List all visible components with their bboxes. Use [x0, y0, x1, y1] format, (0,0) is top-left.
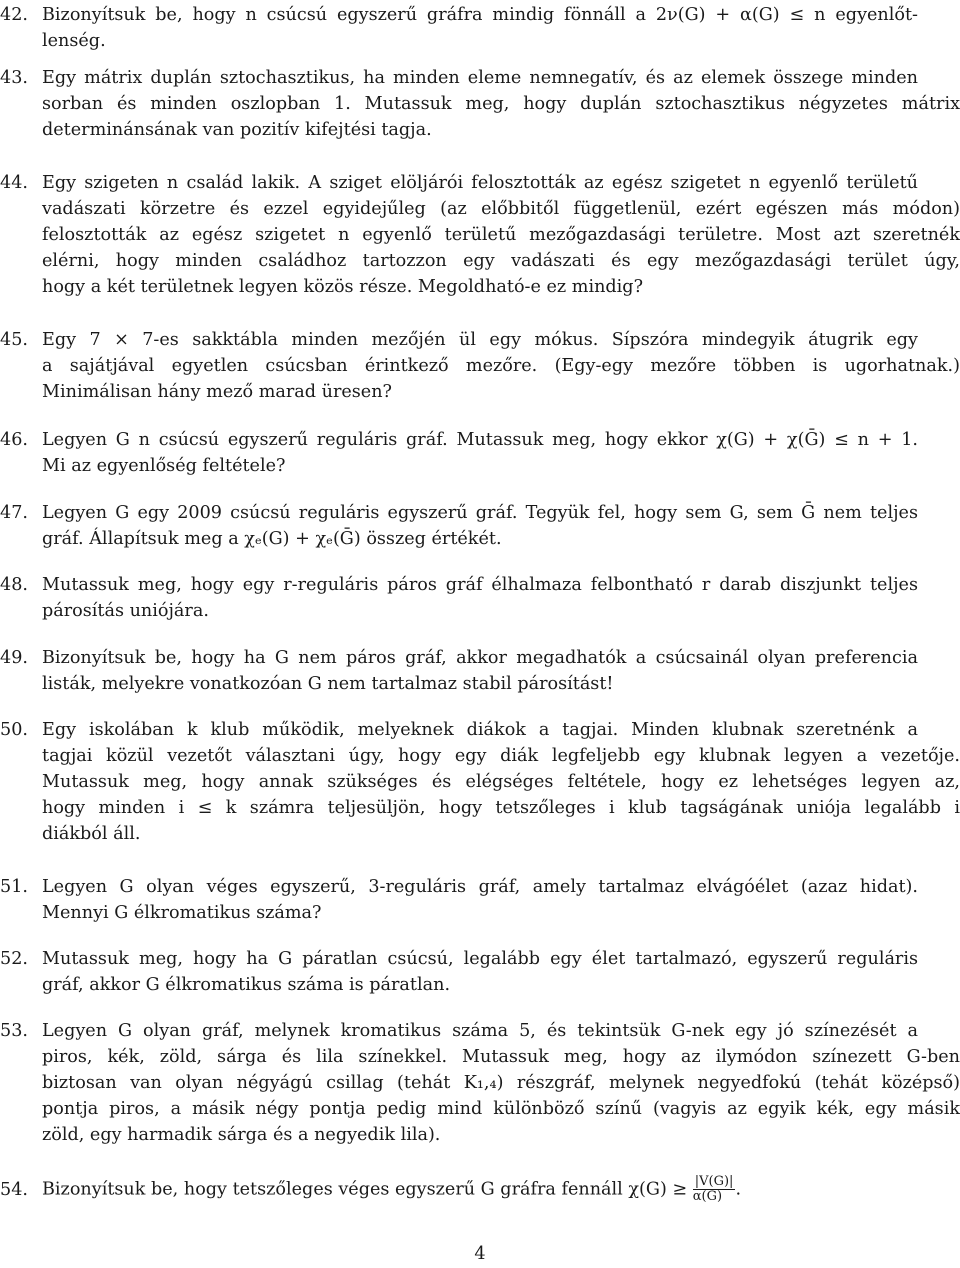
problem-text: pontja piros, a másik négy pontja pedig mind különböző színű (vagyis az egyik kék, egy másik — [42, 1099, 960, 1119]
problem-text: Egy szigeten n család lakik. A sziget elöljárói felosztották az egész szigetet n egyenlő területű — [42, 173, 918, 193]
problem-line — [0, 645, 918, 671]
fraction-numerator: |V(G)| — [694, 1174, 734, 1189]
problem-line — [0, 821, 960, 847]
problem-number: 52. — [0, 949, 28, 969]
problem-number: 50. — [0, 720, 28, 740]
problem-text: piros, kék, zöld, sárga és lila színekkel. Mutassuk meg, hogy az ilymódon színezett G-ben — [42, 1047, 960, 1067]
problem-line — [0, 117, 960, 143]
problem-line — [0, 500, 918, 526]
problem-text: Bizonyítsuk be, hogy ha G nem páros gráf, akkor megadhatók a csúcsainál olyan preferencia — [42, 648, 918, 668]
problem-line — [0, 572, 918, 598]
problem-text: elérni, hogy minden családhoz tartozzon egy vadászati és egy mezőgazdasági terület úgy, — [42, 251, 960, 271]
problem-49 — [0, 645, 960, 697]
problem-line — [0, 900, 960, 926]
problem-line — [0, 353, 960, 379]
problem-text: Egy iskolában k klub működik, melyeknek diákok a tagjai. Minden klubnak szeretnénk a — [42, 720, 918, 740]
problem-line — [0, 170, 918, 196]
problem-line — [0, 28, 960, 54]
problem-text: Mennyi G élkromatikus száma? — [42, 903, 322, 923]
problem-text: Legyen G olyan gráf, melynek kromatikus száma 5, és tekintsük G-nek egy jó színezését a — [42, 1021, 918, 1041]
problem-48 — [0, 572, 960, 624]
problem-line — [0, 453, 960, 479]
problem-line — [0, 946, 918, 972]
fraction-denominator: α(G) — [692, 1189, 723, 1204]
problem-text: hogy a két területnek legyen közös része. Megoldható-e ez mindig? — [42, 277, 643, 297]
problem-text: Legyen G egy 2009 csúcsú reguláris egyszerű gráf. Tegyük fel, hogy sem G, sem Ḡ nem teljes — [42, 503, 918, 523]
problem-text: listák, melyekre vonatkozóan G nem tartalmaz stabil párosítást! — [42, 674, 614, 694]
problem-text: Mutassuk meg, hogy ha G páratlan csúcsú, legalább egy élet tartalmazó, egyszerű reguláris — [42, 949, 918, 969]
problem-line — [0, 65, 918, 91]
problem-text: gráf. Állapítsuk meg a χₑ(G) + χₑ(Ḡ) összeg értékét. — [42, 529, 502, 549]
problem-text: gráf, akkor G élkromatikus száma is páratlan. — [42, 975, 451, 995]
problem-51 — [0, 874, 960, 926]
problem-42 — [0, 2, 960, 54]
problem-line — [0, 1044, 960, 1070]
problem-line — [0, 1122, 960, 1148]
problem-number: 47. — [0, 503, 28, 523]
problem-45 — [0, 327, 960, 405]
problem-text: felosztották az egész szigetet n egyenlő területű mezőgazdasági területre. Most azt szeretnék — [42, 225, 960, 245]
fraction — [693, 1175, 736, 1204]
problem-text: Bizonyítsuk be, hogy tetszőleges véges egyszerű G gráfra fennáll χ(G) ≥ — [42, 1179, 688, 1200]
problem-line — [0, 743, 960, 769]
problem-46 — [0, 427, 960, 479]
problem-text: a sajátjával egyetlen csúcsban érintkező mezőre. (Egy-egy mezőre többen is ugorhatnak.) — [42, 356, 960, 376]
problem-text: determinánsának van pozitív kifejtési tagja. — [42, 120, 432, 140]
problem-text: tagjai közül vezetőt választani úgy, hogy egy diák legfeljebb egy klubnak legyen a vezetője. — [42, 746, 960, 766]
problem-line — [0, 196, 960, 222]
problem-line — [0, 717, 918, 743]
problem-number: 48. — [0, 575, 28, 595]
problem-line — [0, 1175, 918, 1204]
problem-text: Legyen G n csúcsú egyszerű reguláris gráf. Mutassuk meg, hogy ekkor χ(G) + χ(Ḡ) ≤ n + 1. — [42, 430, 918, 450]
problem-text: diákból áll. — [42, 824, 141, 844]
page-number: 4 — [474, 1244, 486, 1264]
problem-number: 46. — [0, 430, 28, 450]
problem-line — [0, 379, 960, 405]
problem-44 — [0, 170, 960, 300]
problem-line — [0, 222, 960, 248]
problem-43 — [0, 65, 960, 143]
problem-line — [0, 327, 918, 353]
problem-line — [0, 526, 960, 552]
problem-number: 44. — [0, 173, 28, 193]
problem-text: párosítás uniójára. — [42, 601, 209, 621]
problem-text: sorban és minden oszlopban 1. Mutassuk meg, hogy duplán sztochasztikus négyzetes mátrix — [42, 94, 960, 114]
problem-line — [0, 1096, 960, 1122]
problem-line — [0, 91, 960, 117]
problem-line — [0, 874, 918, 900]
problem-line — [0, 248, 960, 274]
problem-47 — [0, 500, 960, 552]
problem-line — [0, 274, 960, 300]
problem-line — [0, 972, 960, 998]
problem-52 — [0, 946, 960, 998]
problem-number: 42. — [0, 5, 28, 25]
problem-number: 43. — [0, 68, 28, 88]
problem-text: Mi az egyenlőség feltétele? — [42, 456, 286, 476]
problem-text: Minimálisan hány mező marad üresen? — [42, 382, 392, 402]
problem-line — [0, 795, 960, 821]
problem-text: vadászati körzetre és ezzel egyidejűleg (az előbbitől függetlenül, ezért egészen más módon) — [42, 199, 960, 219]
problem-text: Legyen G olyan véges egyszerű, 3-reguláris gráf, amely tartalmaz elvágóélet (azaz hidat). — [42, 877, 918, 897]
problem-line — [0, 671, 960, 697]
problem-text: Egy 7 × 7-es sakktábla minden mezőjén ül egy mókus. Sípszóra mindegyik átugrik egy — [42, 330, 918, 350]
problem-number: 53. — [0, 1021, 28, 1041]
problem-text: biztosan van olyan négyágú csillag (tehát K₁,₄) részgráf, melynek negyedfokú (tehát középső) — [42, 1073, 960, 1093]
problem-text: lenség. — [42, 31, 106, 51]
problem-text: hogy minden i ≤ k számra teljesüljön, hogy tetszőleges i klub tagságának uniója legalább i — [42, 798, 960, 818]
problem-text: Bizonyítsuk be, hogy n csúcsú egyszerű gráfra mindig fönnáll a 2ν(G) + α(G) ≤ n egyenlőt- — [42, 5, 918, 25]
problem-number: 54. — [0, 1179, 28, 1200]
problem-54 — [0, 1175, 960, 1204]
problem-number: 49. — [0, 648, 28, 668]
problem-line — [0, 598, 960, 624]
problem-line — [0, 427, 918, 453]
problem-text: Egy mátrix duplán sztochasztikus, ha minden eleme nemnegatív, és az elemek összege minden — [42, 68, 918, 88]
problem-text: Mutassuk meg, hogy egy r-reguláris páros gráf élhalmaza felbontható r darab diszjunkt teljes — [42, 575, 918, 595]
problem-number: 45. — [0, 330, 28, 350]
problem-line — [0, 2, 918, 28]
problem-50 — [0, 717, 960, 847]
problem-line — [0, 769, 960, 795]
problem-53 — [0, 1018, 960, 1148]
problem-text: Mutassuk meg, hogy annak szükséges és elégséges feltétele, hogy ez lehetséges legyen az, — [42, 772, 960, 792]
problem-line — [0, 1070, 960, 1096]
problem-text: zöld, egy harmadik sárga és a negyedik lila). — [42, 1125, 441, 1145]
problem-line — [0, 1018, 918, 1044]
fraction-tail: . — [735, 1179, 742, 1200]
problem-number: 51. — [0, 877, 28, 897]
